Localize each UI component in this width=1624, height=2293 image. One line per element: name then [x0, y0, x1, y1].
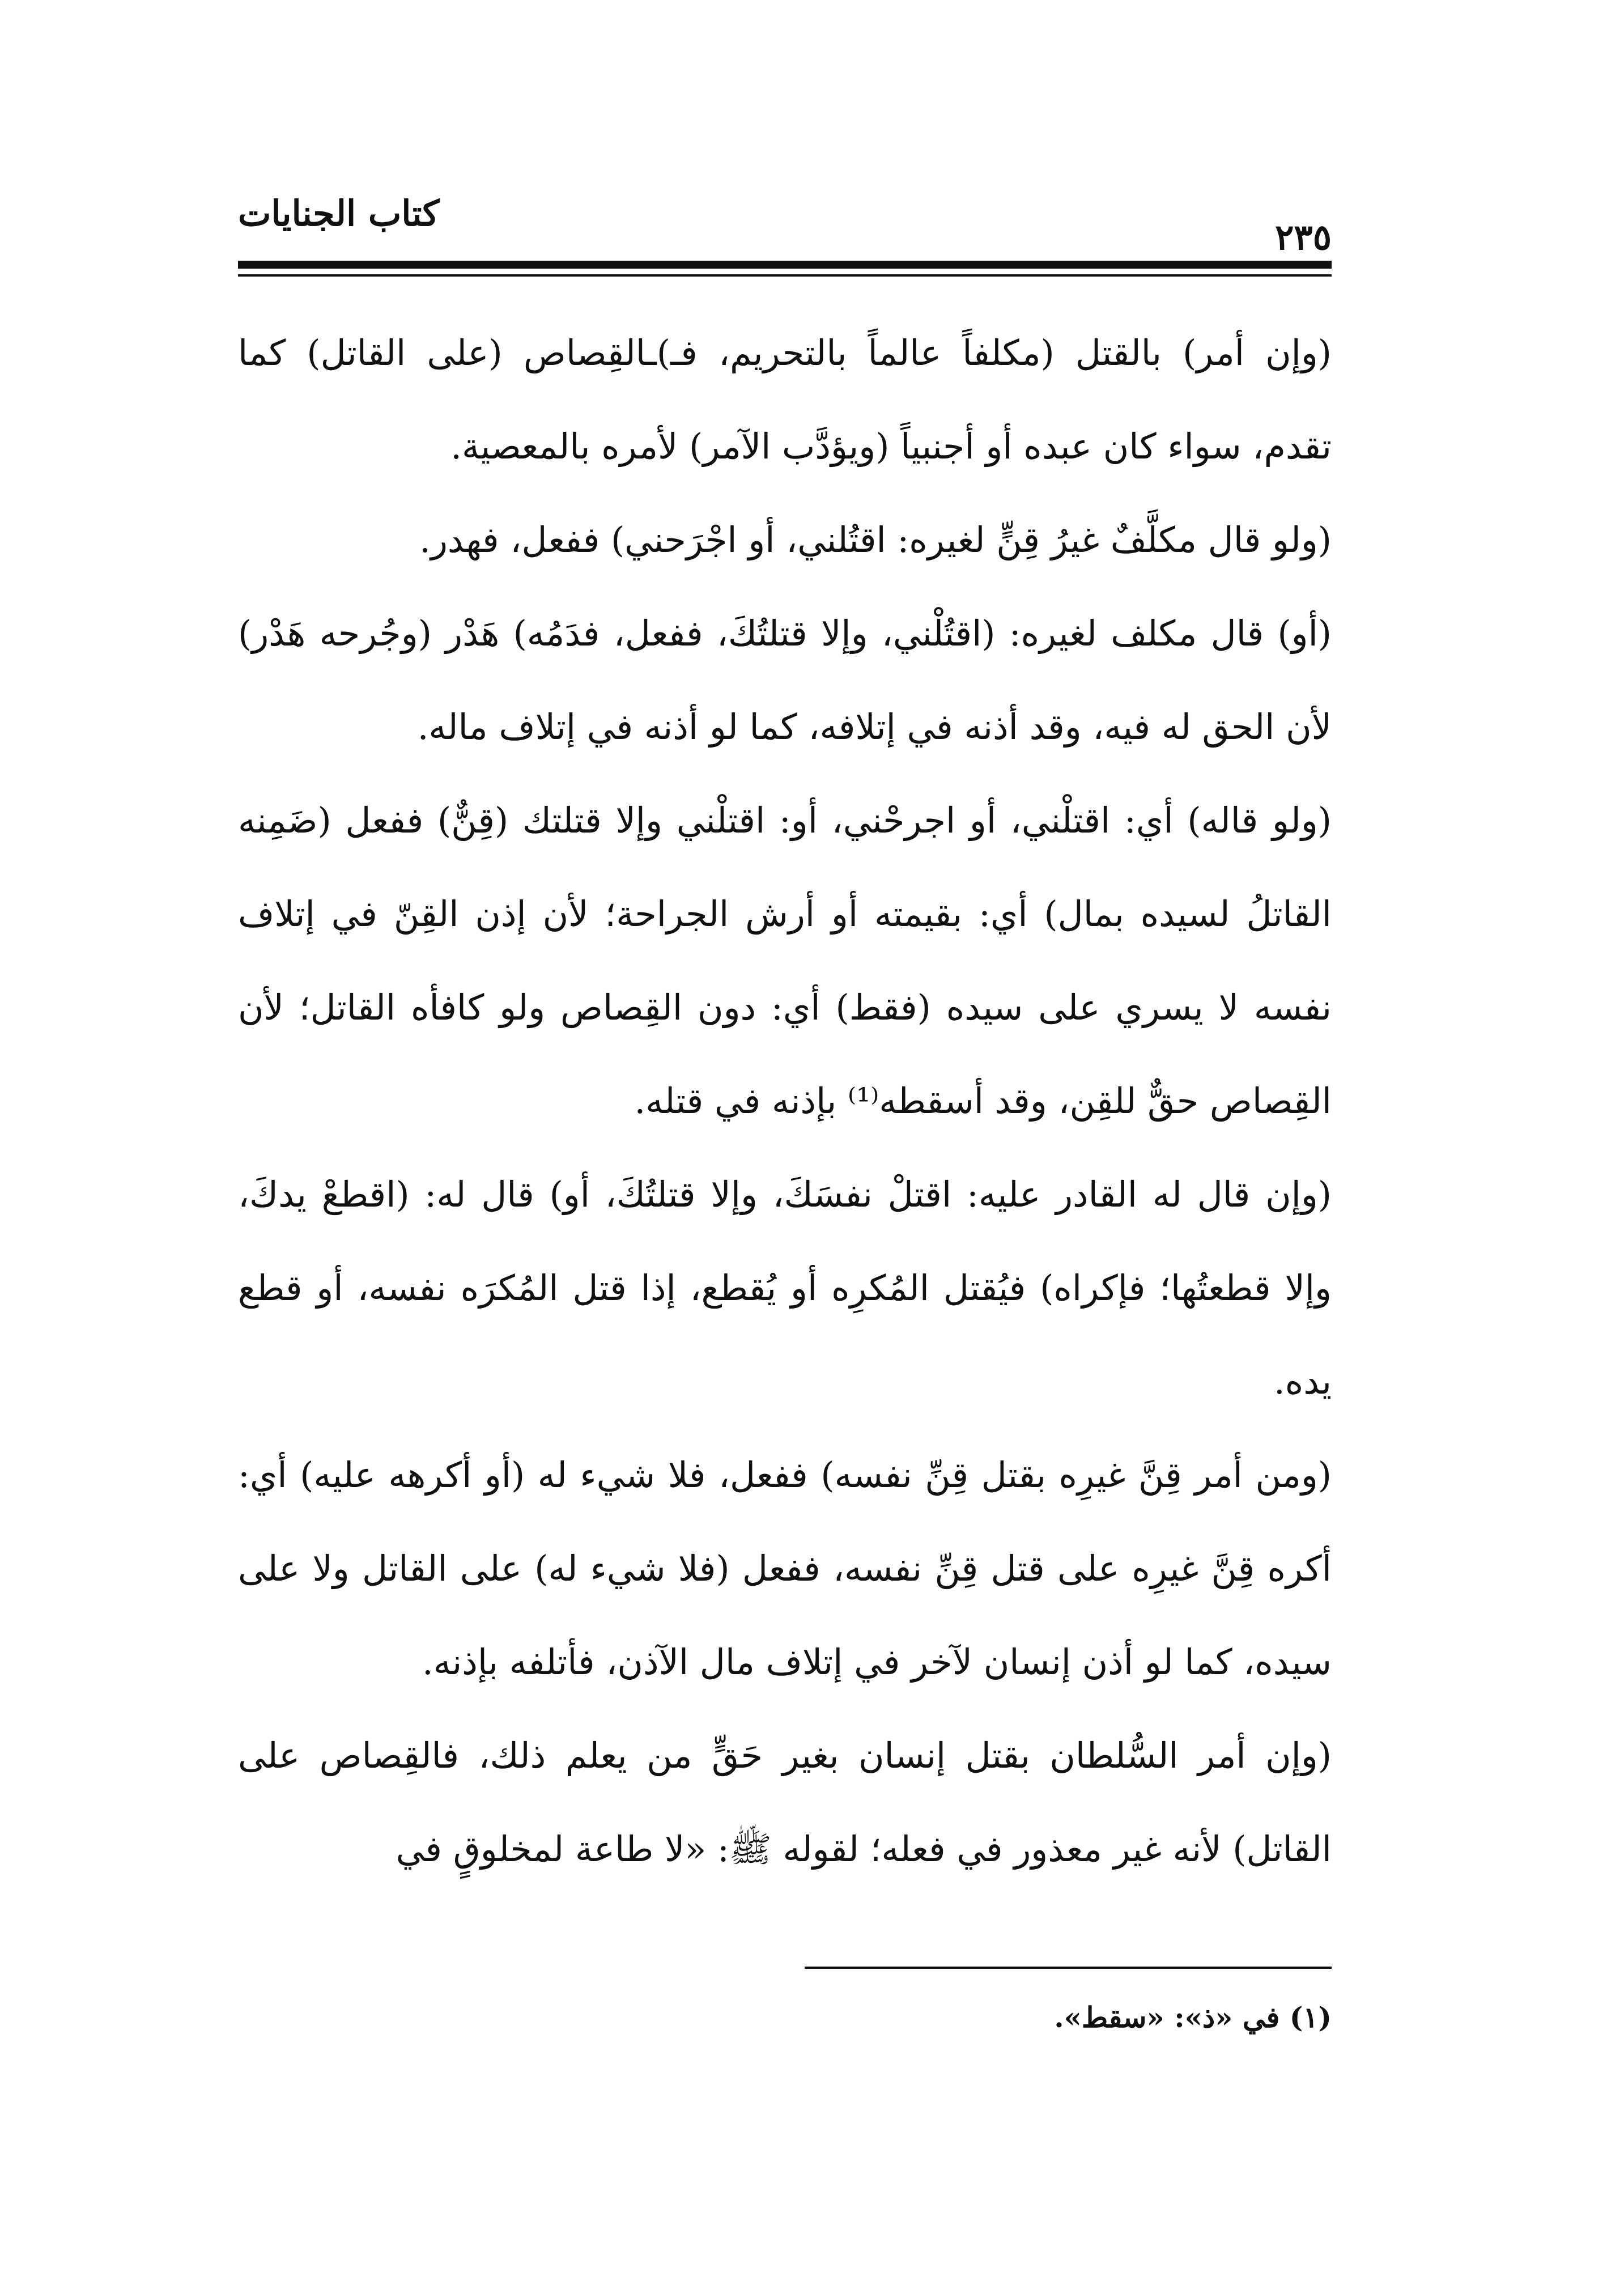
running-header — [238, 187, 1332, 261]
paragraph-1: (وإن أمر) بالقتل (مكلفاً عالماً بالتحريم، فـ)ـالقِصاص (على القاتل) كما تقدم، سواء كان عبده أو أجنبياً (ويؤدَّب الآمر) لأمره بالمعصية. — [238, 332, 1332, 467]
book-title: كتاب الجنايات — [238, 193, 440, 234]
header-rule-thick — [238, 261, 1332, 269]
header-rule-thin — [238, 274, 1332, 277]
page-number: ٢٣٥ — [1275, 216, 1332, 258]
paragraph-5: (وإن قال له القادر عليه: اقتلْ نفسَكَ، وإلا قتلتُكَ، أو) قال له: (اقطعْ يدكَ، وإلا قطعتُها؛ فإكراه) فيُقتل المُكرِه أو يُقطع، إذا قتل المُكرَه نفسه، أو قطع يده. — [238, 1174, 1332, 1402]
paragraph-4: (ولو قاله) أي: اقتلْني، أو اجرحْني، أو: اقتلْني وإلا قتلتك (قِنٌّ) ففعل (ضَمِنه القاتلُ لسيده بمال) أي: بقيمته أو أرش الجراحة؛ لأن إذن القِنّ في إتلاف نفسه لا يسري على سيده (فقط) أي: دون القِصاص ولو كافأه القاتل؛ لأن القِصاص حقٌّ للقِن، وقد أسقطه⁽¹⁾ بإذنه في قتله. — [238, 800, 1332, 1122]
paragraph-3: (أو) قال مكلف لغيره: (اقتُلْني، وإلا قتلتُكَ، ففعل، فدَمُه) هَدْر (وجُرحه هَدْر) لأن الحق له فيه، وقد أذنه في إتلافه، كما لو أذنه في إتلاف ماله. — [238, 613, 1332, 748]
main-text — [238, 306, 1332, 1896]
paragraph-7: (وإن أمر السُّلطان بقتل إنسان بغير حَقٍّ من يعلم ذلك، فالقِصاص على القاتل) لأنه غير معذور في فعله؛ لقوله ﷺ: «لا طاعة لمخلوقٍ في — [238, 1735, 1332, 1870]
footnote-rule — [805, 1967, 1332, 1969]
paragraph-2: (ولو قال مكلَّفٌ غيرُ قِنٍّ لغيره: اقتُلني، أو اجْرَحني) ففعل، فهدر. — [419, 519, 1332, 560]
paragraph-6: (ومن أمر قِنَّ غيرِه بقتل قِنِّ نفسه) ففعل، فلا شيء له (أو أكرهه عليه) أي: أكره قِنَّ غيرِه على قتل قِنِّ نفسه، ففعل (فلا شيء له) على القاتل ولا على سيده، كما لو أذن إنسان لآخر في إتلاف مال الآذن، فأتلفه بإذنه. — [238, 1454, 1332, 1683]
footnote: (١) في «ذ»: «سقط». — [1054, 2001, 1332, 2034]
